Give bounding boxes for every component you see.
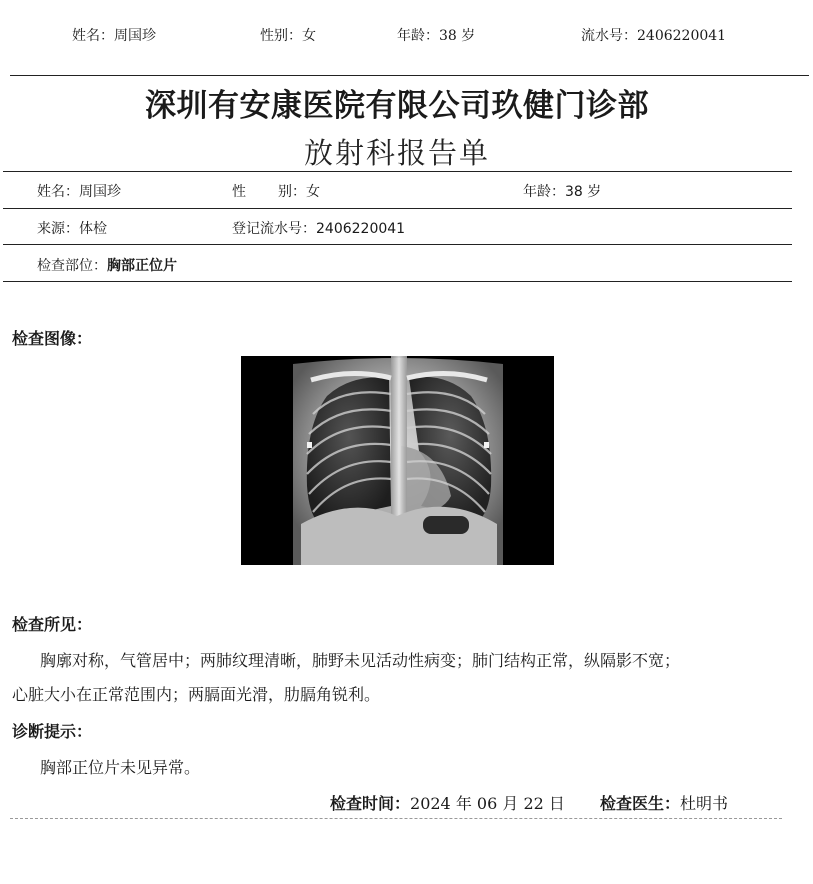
info-rule-4 [3,281,792,282]
info-registration [232,218,405,238]
info-gender-label-b: 别： [278,184,306,200]
diagnosis-section-title: 诊断提示： [12,722,93,741]
exam-time-value: 2024 年 06 月 22 日 [410,794,565,813]
info-source-value: 体检 [79,221,107,237]
info-rule-1 [3,171,792,172]
exam-doctor [600,791,728,814]
diagnosis-text: 胸部正位片未见异常。 [40,758,201,777]
header-top-rule [10,75,809,76]
info-age-label: 年龄： [523,184,565,200]
footer-dotted-rule [10,818,782,819]
exam-doctor-value: 杜明书 [680,794,729,813]
top-serial: 流水号：2406220041 [581,28,727,44]
info-reg-label: 登记流水号： [232,221,316,237]
image-section-title: 检查图像： [12,329,93,348]
exam-time [330,791,565,814]
chest-xray-image [241,356,554,565]
findings-text-line-1: 胸廓对称，气管居中；两肺纹理清晰，肺野未见活动性病变；肺门结构正常，纵隔影不宽； [40,651,681,670]
report-title: 放射科报告单 [303,136,490,170]
findings-section-title: 检查所见： [12,615,93,634]
info-reg-value: 2406220041 [316,221,406,237]
info-gender [232,181,320,201]
info-source-label: 来源： [37,221,79,237]
info-age-value: 38 岁 [565,184,602,200]
exam-doctor-label: 检查医生： [600,794,681,813]
findings-text-line-2: 心脏大小在正常范围内；两膈面光滑，肋膈角锐利。 [12,685,381,704]
hospital-name: 深圳有安康医院有限公司玖健门诊部 [145,88,649,124]
exam-time-label: 检查时间： [330,794,411,813]
info-age [523,181,601,201]
info-exam-part [37,255,177,275]
info-part-value: 胸部正位片 [107,258,177,274]
info-name-value: 周国珍 [79,184,121,200]
info-part-label: 检查部位： [37,258,107,274]
info-rule-2 [3,208,792,209]
info-source [37,218,107,238]
top-age: 年龄：38 岁 [397,28,476,44]
info-gender-value: 女 [306,184,320,200]
top-name: 姓名：周国珍 [72,28,156,44]
info-name-label: 姓名： [37,184,79,200]
info-name [37,181,121,201]
top-gender: 性别：女 [260,28,316,44]
info-rule-3 [3,244,792,245]
info-gender-label-a: 性 [232,184,246,200]
